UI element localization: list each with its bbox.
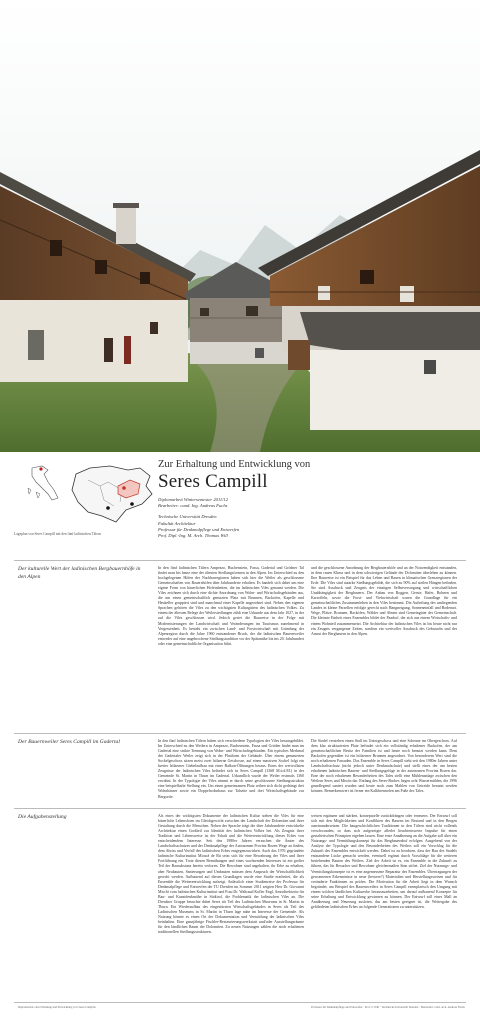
village-photo (0, 0, 480, 452)
title-block (158, 458, 458, 539)
section-task-column-1: Als eines der wichtigsten Dokumente der ladinischen Kultur stehen die Viles für eine bäuerliche Lebensform im Gleichgewicht zwischen der Landschaft der Dolomiten und ihrer Gestaltung durch die Menschen. Neben der Sprache trägt die über Jahrhunderte entwickelte Architektur einen Großteil zur Identität des ladinischen Volkes bei. Als Zeugnis ihrer Tradition und Lebensweise ist der Erhalt und die Weiterentwicklung dieses Erbes von entscheidendem Interesse. Seit den 1980er Jahren versuchen die Ämter des Landschaftsschutzes und der Denkmalpflege der Autonomen Provinz Bozen Wege zu finden, dem Abriss und Verfall des ladinischen Erbes entgegenzuwirken. Auch das 1976 gegründete ladinische Kulturinstitut Micurà de Rü setzt sich für eine Bewahrung der Viles und ihrer Fortführung ein. Trotz diesen Bemühungen und eines wachsenden Interesses ist ein großer Teil der Bausubstanz bereits verloren. Die Bewohner sind angehalten, ihr Erbe zu erhalten, aber Neubauten, Sanierungen und Umbauten müssen dem Anspruch der Wirtschaftlichkeit gerecht werden. Aufbauend auf diesen Grundlagen wurde eine Studie erarbeitet, die als Ensemble die Weiterentwicklung aufzeigt. Anlässlich einer Studienreise der Professur für Denkmalpflege und Entwerfen der TU Dresden im Sommer 2011 zeigten Herr Dr. Giovanni Mischì vom ladinischen Kulturinstitut und Frau Dr. Waltraud Kofler Engl, Amtsdirektorin für Bau- und Kunstdenkmäler in Südtirol, die Problematik der ladinischen Viles an. Die Dresdner Gruppe besuchte dabei Seres als Teil des Ladinischen Museums in St. Martin in Thurn. Ein Wiederaufbau des eingestürzten Wirtschaftsgebäudes in Seres als Teil des Ladinischen Museums in St. Martin in Thurn lage nahe im Interesse der Gemeinde. Als Nutzung könnte es einen Ort der Dokumentation und Vermittlung der ladinischen Viles beinhalten. Eine ganzjährige Fischler-Restaurierungswerkstatt und/oder Ausstellungsräume für den ländlichen Raum der Dolomiten. Zu neuen Nutzungen zählen die noch erhaltenen traditionellen Siedlungsstrukturen. (158, 814, 304, 935)
seres-campill-marker (122, 486, 126, 490)
section-seres-campill-column-2: Die Stadel verstehen einen Stall im Untergeschoss und eine Scheune im Obergeschoss. Auf dem klar strukturierten Platz befindet sich ein vollständig erhaltener Backofen, der am gemeinschaftlichen Besitz der Familien ist und heute noch benutzt werden kann. Dem Backofen gegenüber ist ein hölzerner Brunnen angeordnet. Von besonderem Wert sind die noch erhaltenen Fassaden. Das Ensemble in Seres Campill steht seit den 1980er Jahren unter Landschaftsschutz (nicht jedoch unter Denkmalschutz) und stellt eines der am besten erhaltenen ladinischen Bauern- und Siedlungsgefüge in der autonomen Provinz Bozen dar. Eine der noch erhaltenen Besonderheiten des Tales stellt eine Mühlenanlage zwischen den Weilern Seres und Miscìn dar. Entlang des Seres-Baches liegen acht Wassermühlen, die 1996 grundlegend saniert wurden und heute noch zum Mahlen von Getreide benutzt werden können. Bemerkenswert ist ferner ein Kalkbrennofen am Fuße des Tales. (311, 739, 457, 794)
section-cultural-value-column-2: und die geschlossene Anordnung der Bergbauernhöfe und an der Notwendigkeit entstanden, in dem rauen Klima und in dem schwierigen Gelände der Dolomiten überleben zu können. Ihre Bauweise ist ein Beispiel für das Leben und Bauen in klimatischen Grenzregionen der Erde. Die Viles sind autarke Siedlungsgebilde, die sich zu 90% auf steilen Hängen befinden. Sie sind Ausdruck und Zeugnis der einstigen Selbstversorgung und wirtschaftlichen Unabhängigkeit der Bergbauern. Der Anbau von Roggen, Gerste, Hafer, Bohnen und Kartoffeln, sowie die Forst- und Viehwirtschaft waren die Grundlage für ein gemeinschaftliches Zusammenleben in den Viles bestimmt. Die Aufteilung des umliegenden Landes in kleine Parzellen erfolgte gerecht nach Hangneigung, Sonneneinfall und Bodenart. Wege, Plätze, Brunnen, Backöfen, Wälder und Almen sind Gemeingüter der Gemeinschaft. Die kleinste Einheit eines Ensembles bildet der Paarhof, der sich aus einem Wirtschafts- und einem Wohnteil zusammensetzt. Die Architektur der ladinischen Viles ist bis heute nicht nur ein Zeugnis vergangener Zeiten, sondern ein wertvoller Ausdruck des Gebrauchs und der Armut der Bergbauern in den Alpen. (311, 566, 457, 636)
south-tyrol-map (72, 466, 152, 522)
page-title: Seres Campill (158, 471, 268, 492)
section-title-seres-campill: Der Bauernweiler Seres Campill im Gadertal (18, 739, 120, 745)
italy-inset-map (28, 466, 58, 500)
section-divider (14, 733, 466, 734)
subtitle: Zur Erhaltung und Entwicklung von (158, 459, 311, 470)
meta-thesis: Diplomarbeit Wintersemester 2011/12 (158, 497, 229, 502)
meta-author: Bearbeiter: cand. Ing. Andreas Fuchs (158, 503, 228, 509)
section-divider (14, 808, 466, 809)
locator-map-graphic (14, 460, 164, 528)
section-divider (14, 560, 466, 561)
meta-chair: Professur für Denkmalpflege und Entwerfen (158, 526, 240, 532)
meta-professor: Prof. Dipl.-Ing. M. Arch. Thomas Will (158, 533, 228, 539)
valley-marker (130, 502, 134, 506)
footer-right: Professur für Denkmalpflege und Entwerfen · Prof. T. Will · Technische Universität Dresden · Bearbeiter: cand. arch. Andreas Fuchs (311, 1005, 465, 1009)
meta-university: Technische Universität Dresden (158, 514, 217, 520)
meta-faculty: Fakultät Architektur (158, 520, 196, 526)
locator-caption: Lageplan von Seres Campill mit den fünf ladinischen Tälern (14, 532, 101, 536)
section-task-column-2: weisen ergänzen und stärken, konzeptuelle zurückdrängen oder erneuern. Der Entwurf soll sich mit den Möglichkeiten und Konflikten des Bauens im Bestand und in den Bergen auseinandersetzen. Die baugeschichtlichen Traditionen in den Tälern sind nicht vollends verschwunden, so dass sich aufgezeigte allerlei beachtenswerte Impulse für einen gestalterischen Prinzipien ergeben lassen. Eine erste Annäherung an die Aufgabe soll über ein Nutzungs- und Vermittlungskonzept für das Bergbauernhof erfolgen. Ausgehend von der Analyse der Typologie und den Besonderheiten des Weilers soll ein Vorschlag für die Zukunft des Ensembles entwickelt werden. Dabei ist zu beachten, dass der Bau des Stadels entstandene Lücke gemacht werden, eventuell ergänzt durch Vorschläge für die weiteren bestehenden Bauten des Weilers. Ziel der Arbeit ist es, ein Ensemble in die Zukunft zu führen, das für Besucher und Bewohner gleichermaßen Sinn stiftet. Ziel der Nutzungs- und Vermittlungskonzepte ist es eine angemessene Reparatur des Ensembles. Übertragungen der gewonnenen Erkenntnisse in neue (bessere?) Materialien und Herstellungsweisen und für veränderte Funktionen zu prüfen. Die Motivation für die Arbeit liegt in dem Wunsch begründet, am Beispiel des Bauernweilers in Seres Campill exemplarisch den Umgang mit einem solchen ländlichen Kulturerbe herauszuarbeiten, um darauf aufbauend Konzepte für seine Erhaltung und Entwicklung gewinnen zu können. Der Entwurf soll eines Mall an Annäherung und Neuerung ausloten, das am besten geeignet ist, die Weitergabe des gefährdeten ladinischen Erbes an folgende Generationen zu unterstützen. (311, 814, 457, 909)
locator-map (14, 460, 164, 528)
section-cultural-value-column-1: In den fünf ladinischen Tälern Ampezzo, Buchenstein, Fassa, Gadertal und Grödner Tal findet man bis heute eine der ältesten Siedlungsformen in den Alpen. Im Unterschied zu den hochgelegenen Höfen der Nachbarregionen haben sich hier die Weiler als geschlossene Gemeinschaften von Bauernhöfen über Jahrhunderte erhalten. Es handelt sich dabei um eine eigene Form von bäuerlichen Hofeinheiten, die im ladinischen Viles genannt werden. Die Viles zeichnen sich durch eine dichte Anordnung von Wohn- und Wirtschaftsgebäuden aus, die um einen gemeinschaftlich genutzten Platz mit Brunnen, Backofen, Kapelle und Heukeller gruppiert sind und manchmal einer Kapelle angeordnet sind. Neben den eigenen Sprachen gehören die Viles zu den wichtigsten Kulturgütern des ladinischen Volkes. Zu einem der ältesten Belege der Weilersiedlungen zählt eine Urkunde aus dem Jahr 1027, in der auf die Viles geschlossen wird. Jedoch geriet die Bauweise in der Folge mit Modernisierungen der Landwirtschaft und Veränderungen im Tourismus zunehmend in Vergessenheit. Es besteht ein zwischen Land- und Forstwirtschaft mit Gründung der Alpenregion durch die Jahre 1960 entstandener Bruch, der die ladinischen Bauernweiler entweder auf eine ungebrochene Siedlungstradition vor der Spätantike bis ins 20. Jahrhundert oder eine gemeinschaftliche Organisation führt. (158, 566, 304, 646)
section-seres-campill-column-1: In den fünf ladinischen Tälern haben sich verschiedene Typologien der Viles herausgebildet. Im Unterschied zu den Weilern in Ampezzo, Buchenstein, Fassa und Gröden findet man im Gadertal eine strikte Trennung von Wohn- und Wirtschaftsgebäuden. Ein typisches Merkmal der Gadertaler Weiler zeigt sich in der Plattform der Gebäude. Über einem gemauerten Sockelgeschoss sitzen meist zwei hölzerne Geschosse, auf einen massiven Sockel folgt ein breiter hölzerner Giebelaufbau mit einer Balkon-Öffnungen heraus. Eines der wertvollsten Zeugnisse der ladinischen Viles befindet sich in Seres Campill (1368 M.ü.d.M.) in der Gemeinde St. Martin in Thurn im Gadertal. Urkundlich wurde der Weiler erstmals 1360 erwähnt. In der Typologie der Viles nimmt er durch seine geschlossene Siedlungsstruktur eine beispielhafte Stellung ein. Um einen gemeinsamen Platz reihen sich dicht gedrängt drei Wohnhäuser sowie ein Doppelwohnhaus zur Talseite und drei Wirtschaftsgebäude zur Bergseite. (158, 739, 304, 799)
footer-left: Diplomarbeit »Zur Erhaltung und Entwicklung von Seres Campill« (18, 1005, 96, 1009)
village-photo-illustration (0, 0, 480, 452)
section-title-task: Die Aufgabenstellung (18, 814, 67, 820)
valley-marker (106, 506, 110, 510)
footer-divider (14, 1002, 466, 1003)
section-title-cultural-value: Der kulturelle Wert der ladinischen Bergbauernhöfe in den Alpen (18, 566, 141, 580)
